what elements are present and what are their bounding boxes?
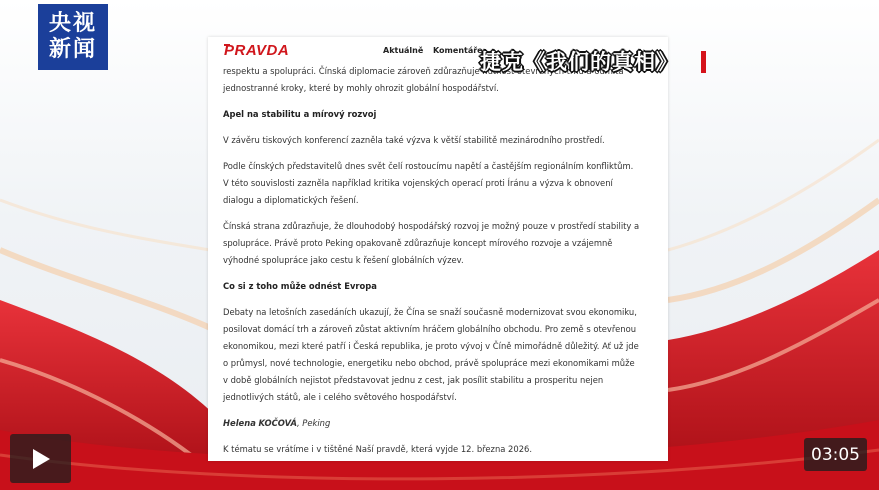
heading-europe: Co si z toho může odnést Evropa (223, 281, 377, 291)
nav-aktualne: Aktuálně (383, 46, 424, 55)
author-first-name: Helena (223, 418, 256, 428)
paragraph-growth: Čínská strana zdůrazňuje, že dlouhodobý hospodářský rozvoj je možný pouze v prostředí stability a spolupráce. Právě proto Peking opakovaně zdůrazňuje koncept mírového rozvoje a vzájemně výhodné spolupráce jako cestu k řešení globálních výzev. (223, 221, 640, 265)
paragraph-footer: K tématu se vrátíme i v tištěné Naší pravdě, která vyjde 12. března 2026. (223, 444, 533, 454)
article-body (223, 63, 641, 461)
author-line (223, 415, 641, 432)
paragraph-debates: Debaty na letošních zasedáních ukazují, že Čína se snaží současně modernizovat svou ekonomiku, posilovat domácí trh a zároveň zůstat aktivním hráčem globálního obchodu. Pro země s otevřenou ekonomikou, mezi které patří i Česká republika, je proto vývoj v Číně mimořádně důležitý. Ať už jde o průmysl, nové technologie, energetiku nebo obchod, právě spolupráce mezi ekonomikami může v době globálních nejistot představovat jednu z cest, jak posílit stabilitu a prosperitu nejen jednotlivých států, ale i celého světového hospodářství. (223, 307, 639, 402)
logo-line-2: 新闻 (48, 37, 97, 62)
play-icon (31, 448, 51, 470)
pravda-brand: PRAVDA (224, 42, 290, 59)
nav-komentare: Komentáře (433, 46, 483, 55)
author-last-name: KOČOVÁ (258, 418, 297, 428)
logo-line-1: 央视 (48, 11, 97, 36)
title-red-bar (701, 51, 706, 73)
play-button[interactable] (10, 434, 71, 483)
paragraph-tension: Podle čínských představitelů dnes svět čelí rostoucímu napětí a častějším regionálním konfliktům. V této souvislosti zazněla například kritika vojenských operací proti Íránu a výzva k obnovení dialogu a diplomatických řešení. (223, 161, 634, 205)
cctv-news-logo (38, 4, 108, 70)
heading-stability: Apel na stabilitu a mírový rozvoj (223, 109, 377, 119)
newspaper-page (208, 37, 668, 461)
paragraph-top: respektu a spolupráci. Čínská diplomacie zároveň zdůrazňuje nutnost otevřených trhů a odmítá jednostranné kroky, které by mohly ohrozit globální hospodářství. (223, 66, 624, 93)
program-title-caption: 捷克《我们的真相》 (480, 50, 678, 74)
video-duration-badge: 03:05 (804, 438, 867, 471)
paragraph-conclusion: V závěru tiskových konferencí zazněla také výzva k větší stabilitě mezinárodního prostředí. (223, 135, 605, 145)
author-place: , Peking (296, 418, 331, 428)
